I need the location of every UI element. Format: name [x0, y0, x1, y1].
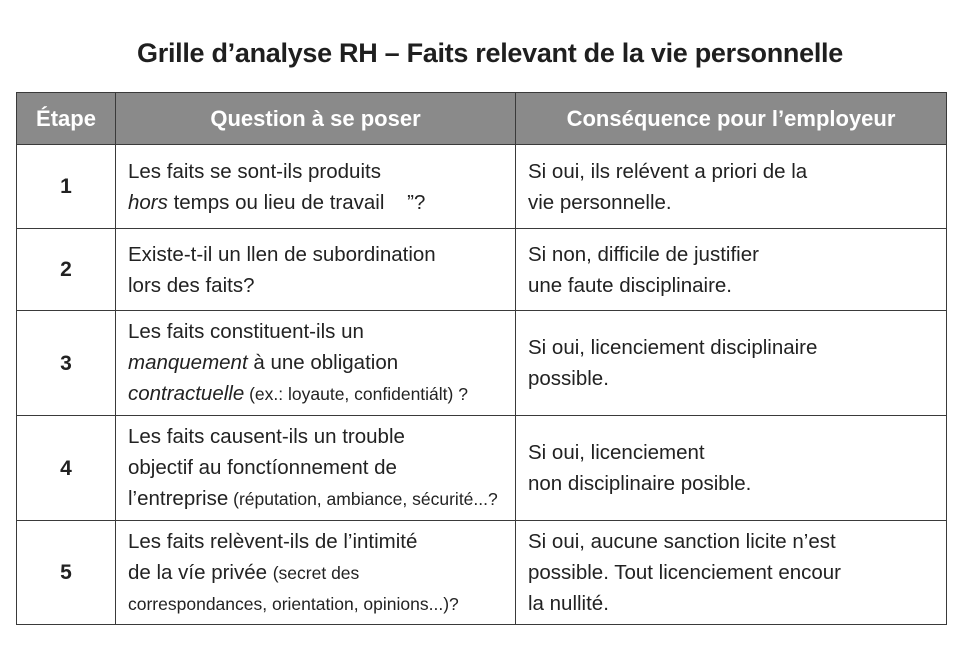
step-number: 5 — [17, 521, 116, 625]
consequence-line: vie personnelle. — [528, 190, 672, 214]
question-text: à une obligation — [247, 351, 399, 374]
question-line: lors des faits? — [128, 273, 255, 297]
question-text: de la víe privée — [128, 560, 273, 584]
question-line: Les faits relèvent-ils de l’intimité — [128, 529, 418, 553]
question-line: Les faits constituent-ils un — [128, 320, 364, 343]
consequence-cell — [516, 416, 947, 521]
table-row — [17, 416, 947, 521]
question-cell — [116, 311, 516, 416]
question-line: correspondances, orientation, opinions...)? — [128, 593, 459, 614]
consequence-line: possible. Tout licenciement encour — [528, 561, 841, 584]
question-detail: (réputation, ambiance, sécurité...? — [228, 489, 498, 509]
table-row — [17, 229, 947, 311]
consequence-line: Si oui, licenciement disciplinaire — [528, 336, 818, 359]
table-row — [17, 521, 947, 625]
step-number: 1 — [17, 145, 116, 229]
consequence-cell — [516, 145, 947, 229]
question-detail: (secret des — [272, 562, 360, 583]
consequence-line: non disciplinaire posible. — [528, 472, 752, 495]
question-cell — [116, 145, 516, 229]
consequence-line: la nullité. — [528, 592, 609, 615]
step-number: 3 — [17, 311, 116, 416]
step-number: 2 — [17, 229, 116, 311]
emphasis-text: contractuelle — [128, 382, 245, 405]
question-line — [128, 378, 503, 410]
question-text: temps ou lieu de travail ”? — [167, 190, 426, 214]
consequence-cell — [516, 229, 947, 311]
consequence-line: Si non, difficile de justifier — [528, 242, 759, 266]
table-header-row — [17, 93, 947, 145]
analysis-table — [16, 92, 947, 625]
consequence-line: Si oui, aucune sanction licite n’est — [528, 530, 836, 553]
question-line — [128, 483, 503, 515]
consequence-line: possible. — [528, 367, 609, 390]
question-line: objectif au fonctíonnement de — [128, 456, 397, 479]
emphasis-text: hors — [128, 190, 168, 214]
question-cell — [116, 416, 516, 521]
question-line — [128, 347, 503, 378]
question-text: l’entreprise — [128, 487, 229, 510]
consequence-cell — [516, 521, 947, 625]
question-line: Les faits se sont-ils produits — [128, 159, 381, 183]
table-row — [17, 145, 947, 229]
consequence-line: une faute disciplinaire. — [528, 273, 732, 297]
question-detail: (ex.: loyaute, confidentiált) ? — [244, 384, 468, 404]
consequence-cell — [516, 311, 947, 416]
consequence-line: Si oui, licenciement — [528, 441, 705, 464]
table-row — [17, 311, 947, 416]
question-line — [128, 557, 503, 589]
column-header-step: Étape — [17, 93, 116, 145]
consequence-line: Si oui, ils relévent a priori de la — [528, 159, 808, 183]
column-header-question: Question à se poser — [116, 93, 516, 145]
question-cell — [116, 521, 516, 625]
question-line: Les faits causent-ils un trouble — [128, 425, 405, 448]
question-line: Existe-t-il un llen de subordination — [128, 242, 436, 266]
step-number: 4 — [17, 416, 116, 521]
emphasis-text: manquement — [128, 351, 248, 374]
question-cell — [116, 229, 516, 311]
page-title: Grille d’analyse RH – Faits relevant de la vie personnelle — [137, 38, 843, 68]
column-header-consequence: Conséquence pour l’employeur — [516, 93, 947, 145]
question-line — [128, 187, 503, 218]
